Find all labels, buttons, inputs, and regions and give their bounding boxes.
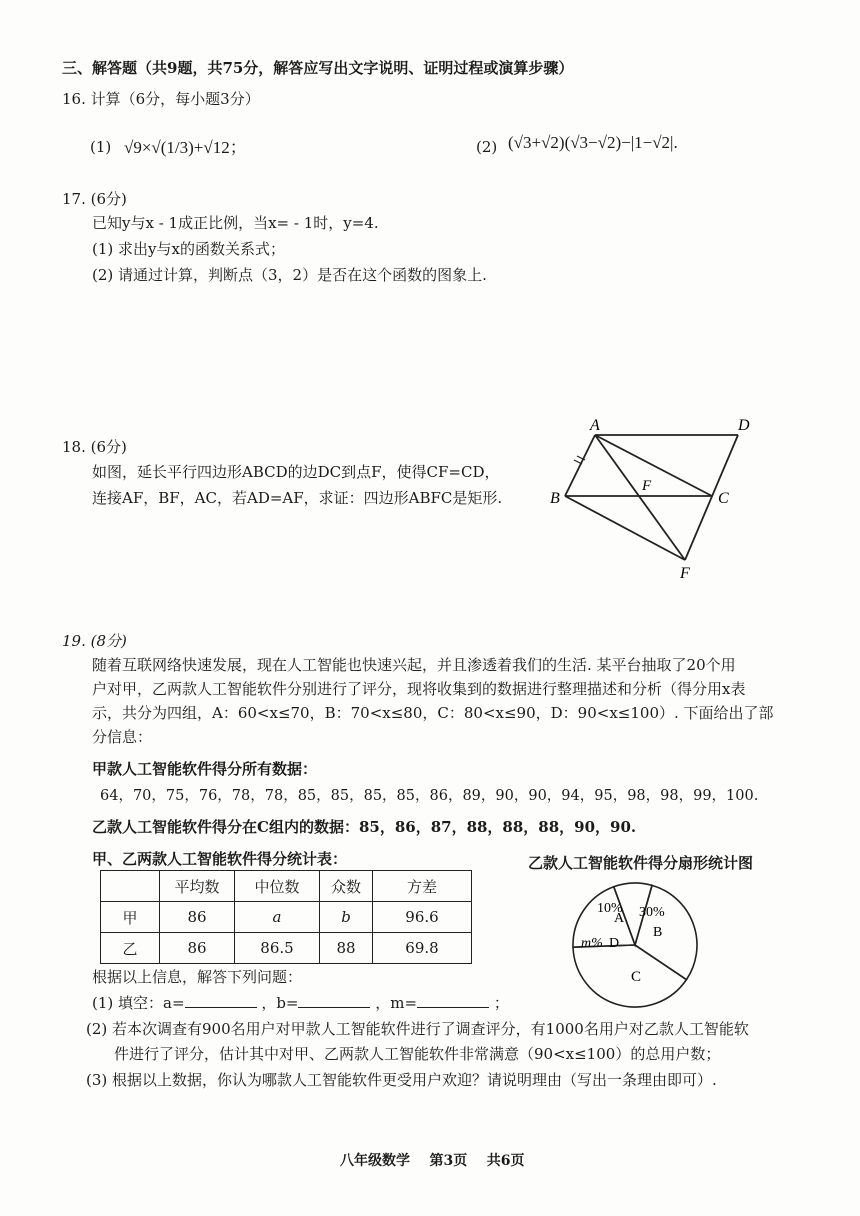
segment-ac bbox=[595, 435, 712, 496]
label-a: A bbox=[590, 417, 600, 434]
table-cell: 86 bbox=[160, 933, 235, 964]
pie-pct-d: m% bbox=[581, 936, 603, 951]
table-header-cell bbox=[101, 871, 160, 902]
sub-question-3: (3) 根据以上数据，你认为哪款人工智能软件更受用户欢迎？请说明理由（写出一条理由即可）. bbox=[86, 1071, 717, 1089]
sub-question-2-line2: 件进行了评分，估计其中对甲、乙两款人工智能软件非常满意（90<x≤100）的总用户数； bbox=[114, 1045, 721, 1063]
answer-blank-m[interactable] bbox=[417, 993, 489, 1008]
q19-title: 19. (8分) bbox=[62, 632, 127, 650]
table-cell: 69.8 bbox=[373, 933, 472, 964]
label-d: D bbox=[738, 417, 750, 434]
sub1-a-label: (1) 填空：a= bbox=[92, 994, 185, 1012]
page-footer: 八年级数学 第3页 共6页 bbox=[340, 1153, 525, 1169]
sub-question-1 bbox=[92, 992, 509, 1013]
table-cell: b bbox=[320, 902, 373, 933]
table-header-row bbox=[101, 871, 472, 902]
q19-intro-line4: 分信息： bbox=[92, 728, 153, 746]
q16-p2-expression bbox=[508, 133, 678, 153]
table-row bbox=[101, 933, 472, 964]
q19-intro-line2: 户对甲，乙两款人工智能软件分别进行了评分，现将收集到的数据进行整理描述和分析（得分用x表 bbox=[92, 680, 746, 698]
table-cell: 86.5 bbox=[235, 933, 320, 964]
q16-p1-expression bbox=[124, 133, 247, 158]
sub1-end: ； bbox=[493, 994, 509, 1012]
questions-intro: 根据以上信息，解答下列问题： bbox=[92, 968, 303, 986]
sub-question-2-line1: (2) 若本次调查有900名用户对甲款人工智能软件进行了调查评分，有1000名用户对乙款人工智能软 bbox=[86, 1020, 749, 1038]
sub1-b-label: ，b= bbox=[261, 994, 299, 1012]
table-cell: 甲 bbox=[101, 902, 160, 933]
q16-p2-expr-text: (√3+√2)(√3−√2)−|1−√2|. bbox=[508, 133, 678, 152]
q18-line1: 如图，延长平行四边形ABCD的边DC到点F，使得CF=CD， bbox=[92, 463, 500, 481]
table-cell: 86 bbox=[160, 902, 235, 933]
label-f-bottom: F bbox=[680, 565, 690, 582]
table-cell: 96.6 bbox=[373, 902, 472, 933]
label-b: B bbox=[550, 490, 560, 507]
pie-label-a: A bbox=[614, 911, 625, 926]
pie-pct-b: 30% bbox=[639, 905, 665, 920]
section-header: 三、解答题（共9题，共75分，解答应写出文字说明、证明过程或演算步骤） bbox=[62, 59, 574, 77]
label-f-intersection: F bbox=[642, 478, 652, 494]
pie-label-d: D bbox=[609, 936, 620, 951]
table-cell: 乙 bbox=[101, 933, 160, 964]
segment-ab bbox=[565, 435, 595, 496]
table-header-cell: 众数 bbox=[320, 871, 373, 902]
q18-title: 18. (6分) bbox=[62, 438, 127, 456]
table-row bbox=[101, 902, 472, 933]
q19-intro-line3: 示，共分为四组，A：60<x≤70，B：70<x≤80，C：80<x≤90，D：90<x≤100）. 下面给出了部 bbox=[92, 704, 774, 722]
q16-p2-label: (2) bbox=[476, 138, 498, 156]
yi-c-group-data: 乙款人工智能软件得分在C组内的数据：85，86，87，88，88，88，90，90. bbox=[92, 818, 637, 836]
pie-chart-title: 乙款人工智能软件得分扇形统计图 bbox=[528, 854, 754, 872]
table-header-cell: 方差 bbox=[373, 871, 472, 902]
jia-data-title: 甲款人工智能软件得分所有数据： bbox=[92, 760, 318, 778]
table-header-cell: 平均数 bbox=[160, 871, 235, 902]
q18-geometry-figure bbox=[540, 410, 780, 585]
q18-line2: 连接AF，BF，AC，若AD=AF，求证：四边形ABFC是矩形. bbox=[92, 489, 503, 507]
pie-label-b: B bbox=[653, 925, 663, 940]
jia-data-values: 64，70，75，76，78，78，85，85，85，85，86，89，90，90，94，95，98，98，99，100. bbox=[100, 788, 759, 804]
table-cell: 88 bbox=[320, 933, 373, 964]
pie-label-c: C bbox=[631, 969, 642, 985]
q17-title: 17. (6分) bbox=[62, 190, 127, 208]
label-c: C bbox=[718, 490, 729, 507]
pie-slice-c bbox=[573, 945, 686, 1007]
q17-line3: (2) 请通过计算，判断点（3，2）是否在这个函数的图象上. bbox=[92, 266, 487, 284]
table-cell: a bbox=[235, 902, 320, 933]
sub1-m-label: ，m= bbox=[375, 994, 418, 1012]
pie-chart bbox=[565, 875, 705, 1015]
table-header-cell: 中位数 bbox=[235, 871, 320, 902]
q16-p1-label: (1) bbox=[90, 138, 112, 156]
stat-table-title: 甲、乙两款人工智能软件得分统计表： bbox=[92, 850, 348, 868]
segment-bf bbox=[565, 496, 685, 560]
q16-p1-expr-text: √9×√(1/3)+√12； bbox=[124, 138, 247, 157]
answer-blank-b[interactable] bbox=[298, 993, 370, 1008]
answer-blank-a[interactable] bbox=[185, 993, 257, 1008]
q17-line2: (1) 求出y与x的函数关系式； bbox=[92, 240, 285, 258]
q19-intro-line1: 随着互联网络快速发展，现在人工智能也快速兴起，并且渗透着我们的生活. 某平台抽取了20个用 bbox=[92, 656, 736, 674]
segment-df bbox=[685, 435, 738, 560]
segment-af bbox=[595, 435, 685, 560]
pie-pct-a: 10% bbox=[597, 901, 623, 916]
stat-table bbox=[100, 870, 472, 964]
q17-line1: 已知y与x - 1成正比例，当x= - 1时，y=4. bbox=[92, 214, 379, 232]
q16-title: 16. 计算（6分，每小题3分） bbox=[62, 90, 260, 108]
